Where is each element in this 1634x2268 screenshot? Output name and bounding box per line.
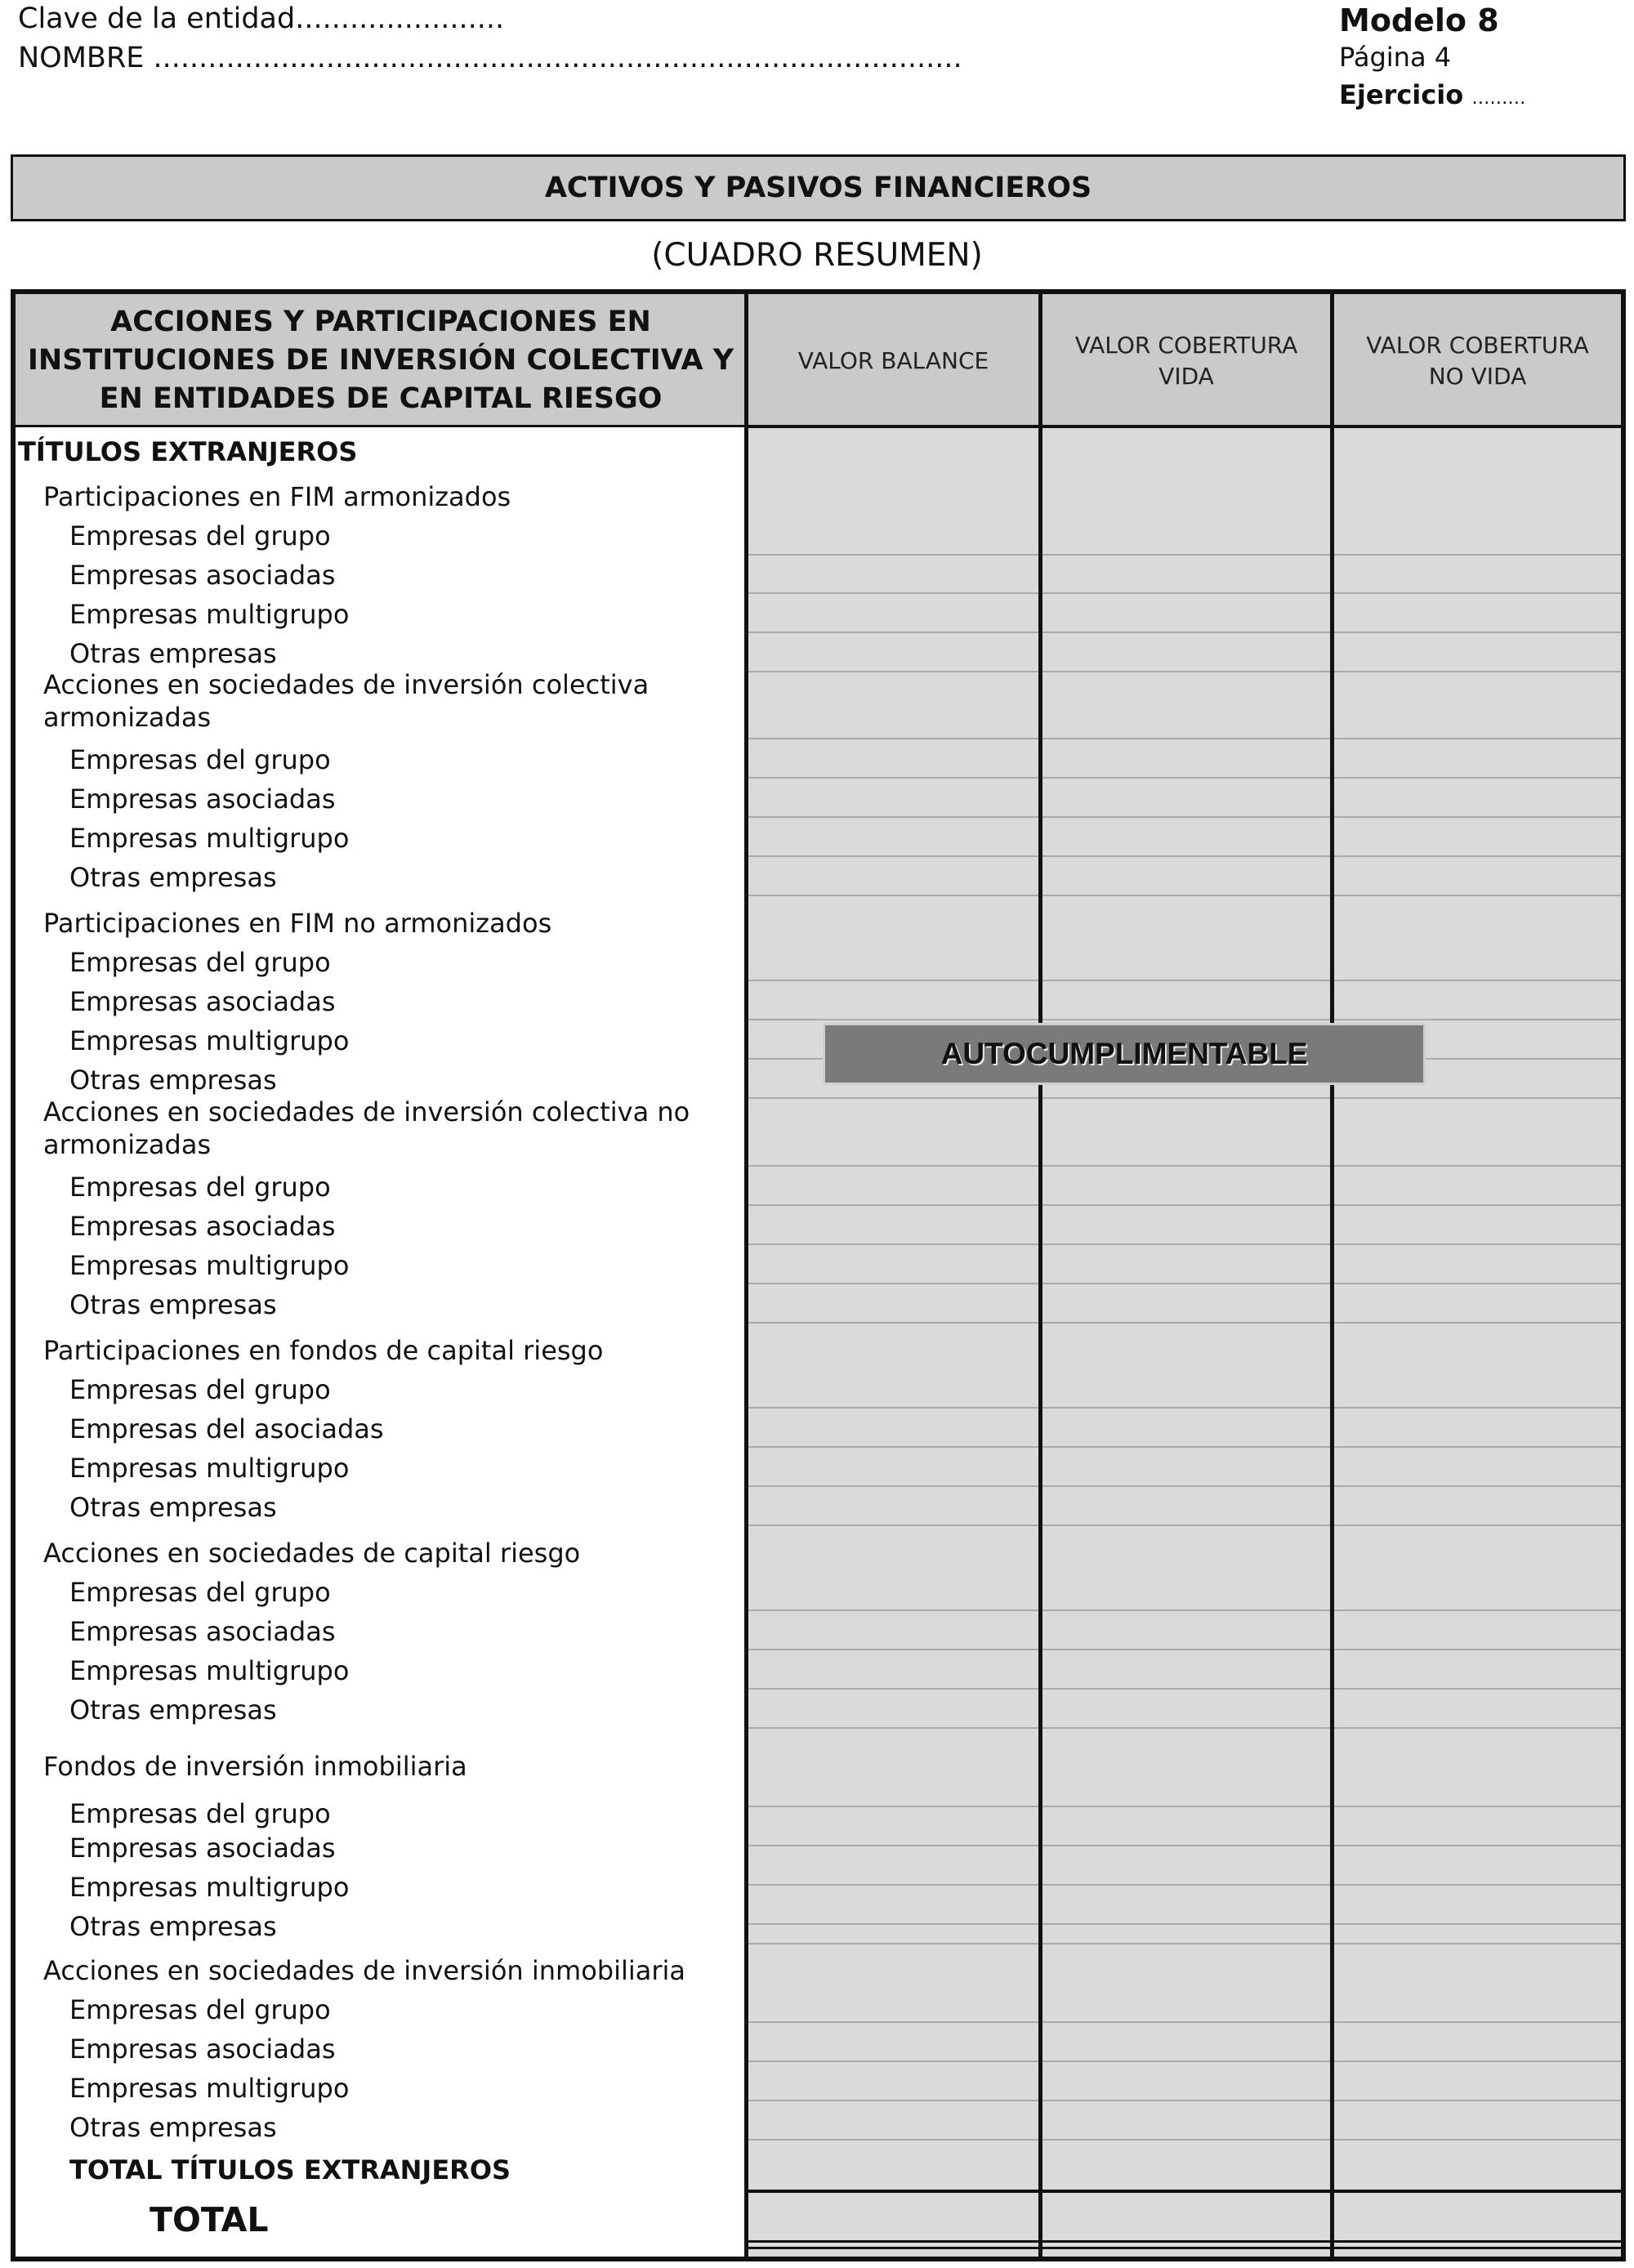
row-label: Empresas asociadas bbox=[69, 2034, 336, 2065]
fiscal-year-label: Ejercicio bbox=[1339, 79, 1464, 110]
row-label: Otras empresas bbox=[69, 2112, 277, 2143]
row-label: Empresas multigrupo bbox=[69, 1250, 350, 1281]
column-header-label: VALOR COBERTURA VIDA bbox=[1074, 331, 1298, 390]
row-label: Empresas asociadas bbox=[69, 986, 336, 1017]
group-row-label: Participaciones en FIM armonizados bbox=[43, 481, 511, 512]
group-row-label: Participaciones en fondos de capital riesgo bbox=[43, 1335, 604, 1366]
row-label: Empresas del grupo bbox=[69, 1798, 331, 1829]
page-number: Página 4 bbox=[1339, 42, 1452, 73]
table-frame bbox=[11, 289, 1626, 2261]
row-label: Empresas del grupo bbox=[69, 1577, 331, 1608]
group-row-label: Acciones en sociedades de inversión colectiva armonizadas bbox=[43, 669, 650, 733]
section-row-label: TÍTULOS EXTRANJEROS bbox=[18, 436, 358, 467]
row-label: Empresas multigrupo bbox=[69, 1025, 350, 1056]
row-label: Otras empresas bbox=[69, 638, 277, 669]
row-label: Otras empresas bbox=[69, 862, 277, 893]
group-row-label: Fondos de inversión inmobiliaria bbox=[43, 1751, 467, 1782]
row-label: Empresas multigrupo bbox=[69, 823, 350, 854]
total-row-label: TOTAL bbox=[150, 2200, 269, 2239]
column-header-label: VALOR COBERTURA NO VIDA bbox=[1366, 331, 1589, 390]
row-label: Empresas asociadas bbox=[69, 560, 336, 591]
row-label: Empresas asociadas bbox=[69, 1616, 336, 1647]
row-label: Empresas del grupo bbox=[69, 1172, 331, 1203]
total-row-label: TOTAL TÍTULOS EXTRANJEROS bbox=[69, 2154, 511, 2185]
row-label: Empresas multigrupo bbox=[69, 1453, 350, 1484]
model-label: Modelo 8 bbox=[1339, 2, 1499, 38]
group-row-label: Acciones en sociedades de inversión colectiva no armonizadas bbox=[43, 1096, 690, 1160]
row-label: Empresas del grupo bbox=[69, 1374, 331, 1405]
row-header-text: ACCIONES Y PARTICIPACIONES EN INSTITUCIONES DE INVERSIÓN COLECTIVA Y EN ENTIDADES DE CAPITAL RIESGO bbox=[27, 306, 734, 415]
row-label: Otras empresas bbox=[69, 1694, 277, 1726]
column-header-label: VALOR BALANCE bbox=[797, 346, 989, 374]
row-label: Empresas multigrupo bbox=[69, 2073, 350, 2104]
row-label: Empresas multigrupo bbox=[69, 599, 350, 630]
group-row-label: Acciones en sociedades de inversión inmobiliaria bbox=[43, 1955, 686, 1986]
row-label: Empresas del asociadas bbox=[69, 1413, 384, 1444]
section-title: ACTIVOS Y PASIVOS FINANCIEROS bbox=[11, 154, 1626, 221]
row-label: Empresas asociadas bbox=[69, 1211, 336, 1242]
group-row-label: Acciones en sociedades de capital riesgo bbox=[43, 1538, 581, 1569]
row-label: Otras empresas bbox=[69, 1911, 277, 1942]
row-label: Empresas asociadas bbox=[69, 1833, 336, 1864]
row-label: Empresas asociadas bbox=[69, 784, 336, 815]
autocumplimentable-stamp: AUTOCUMPLIMENTABLE bbox=[823, 1023, 1426, 1085]
row-label: Otras empresas bbox=[69, 1289, 277, 1320]
group-row-label: Participaciones en FIM no armonizados bbox=[43, 908, 552, 939]
row-label: Empresas multigrupo bbox=[69, 1655, 350, 1686]
name-line: NOMBRE ......................................................................................... bbox=[18, 42, 962, 74]
row-label: Empresas del grupo bbox=[69, 1994, 331, 2025]
row-label: Empresas del grupo bbox=[69, 947, 331, 978]
row-label: Empresas del grupo bbox=[69, 520, 331, 551]
fiscal-year-line bbox=[1339, 79, 1526, 110]
row-label: Otras empresas bbox=[69, 1065, 277, 1096]
row-label: Empresas del grupo bbox=[69, 744, 331, 775]
fiscal-year-dots: ……… bbox=[1471, 88, 1526, 109]
row-label: Empresas multigrupo bbox=[69, 1872, 350, 1903]
entity-key-line: Clave de la entidad....................... bbox=[18, 2, 505, 35]
section-subtitle: (CUADRO RESUMEN) bbox=[651, 237, 983, 274]
row-label: Otras empresas bbox=[69, 1492, 277, 1523]
